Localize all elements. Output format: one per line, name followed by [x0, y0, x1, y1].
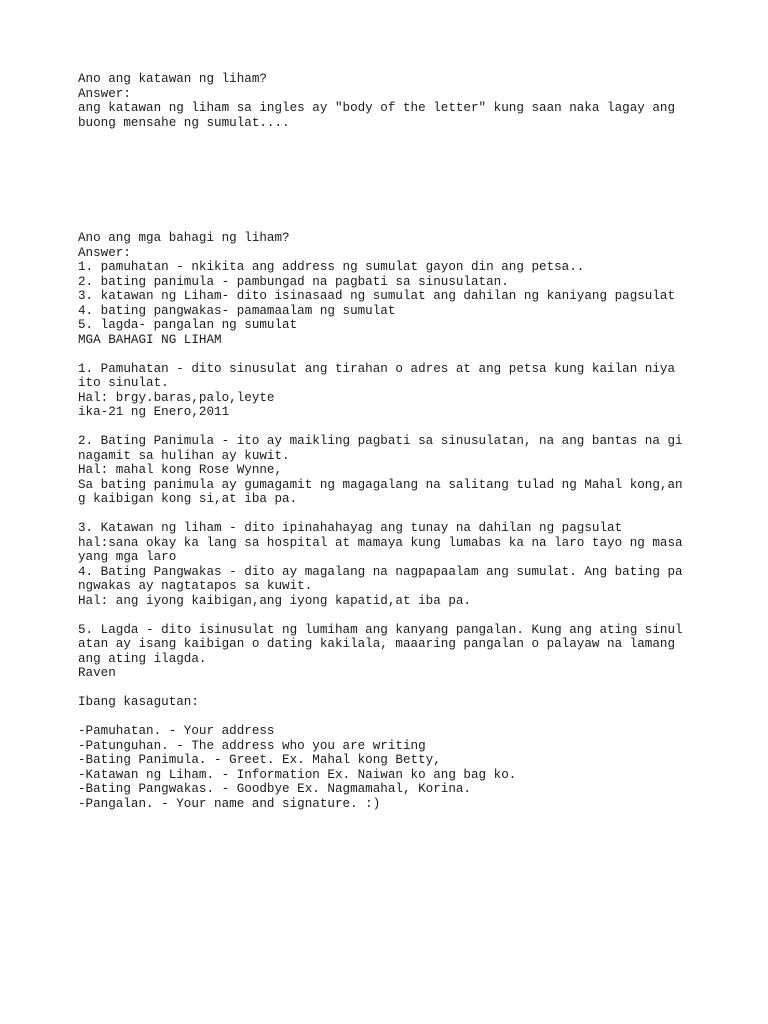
spacer [78, 710, 718, 725]
list-item: 5. lagda- pangalan ng sumulat [78, 318, 298, 332]
paragraph-pamuhatan [78, 362, 718, 420]
text-line: 3. Katawan ng liham - dito ipinahahayag ang tunay na dahilan ng pagsulat [78, 521, 623, 535]
text-line: Hal: mahal kong Rose Wynne, [78, 463, 283, 477]
question-body-of-letter [78, 72, 718, 130]
question-heading: Ano ang mga bahagi ng liham? [78, 231, 290, 245]
text-line: 2. Bating Panimula - ito ay maikling pagbati sa sinusulatan, na ang bantas na gi [78, 434, 683, 448]
text-line: yang mga laro [78, 550, 177, 564]
paragraph-katawan-pangwakas [78, 521, 718, 608]
list-item: -Bating Panimula. - Greet. Ex. Mahal kong Betty, [78, 753, 441, 767]
text-line: ang ating ilagda. [78, 651, 207, 666]
text-line: ika-21 ng Enero,2011 [78, 405, 230, 419]
text-line: hal:sana okay ka lang sa hospital at mamaya kung lumabas ka na laro tayo ng masa [78, 535, 683, 550]
paragraph-bating-panimula [78, 434, 718, 507]
text-line: nagamit sa hulihan ay kuwit. [78, 448, 290, 463]
section-heading: MGA BAHAGI NG LIHAM [78, 332, 222, 347]
author-name: Raven [78, 666, 116, 680]
list-item: -Katawan ng Liham. - Information Ex. Naiwan ko ang bag ko. [78, 767, 517, 782]
text-line: Hal: brgy.baras,palo,leyte [78, 390, 275, 405]
question-parts-of-letter [78, 231, 718, 347]
other-answers-heading-block [78, 695, 718, 710]
answer-label: Answer: [78, 86, 131, 101]
text-line: g kaibigan kong si,at iba pa. [78, 492, 298, 506]
text-line: ngwakas ay nagtatapos sa kuwit. [78, 579, 313, 593]
spacer [78, 130, 718, 231]
text-line: atan ay isang kaibigan o dating kakilala, maaaring pangalan o palayaw na lamang [78, 637, 676, 651]
spacer [78, 681, 718, 696]
text-line: ang katawan ng liham sa ingles ay "body of the letter" kung saan naka lagay ang [78, 101, 676, 115]
text-line: Sa bating panimula ay gumagamit ng magagalang na salitang tulad ng Mahal kong,an [78, 477, 683, 492]
text-line: 5. Lagda - dito isinusulat ng lumiham ang kanyang pangalan. Kung ang ating sinul [78, 622, 683, 637]
text-line: 1. Pamuhatan - dito sinusulat ang tirahan o adres at ang petsa kung kailan niya [78, 361, 676, 376]
list-item: -Bating Pangwakas. - Goodbye Ex. Nagmamahal, Korina. [78, 782, 471, 796]
spacer [78, 507, 718, 522]
list-item: 1. pamuhatan - nkikita ang address ng sumulat gayon din ang petsa.. [78, 260, 585, 274]
answer-label: Answer: [78, 245, 131, 260]
list-item: -Pangalan. - Your name and signature. :) [78, 796, 381, 811]
spacer [78, 420, 718, 435]
text-line: buong mensahe ng sumulat.... [78, 115, 290, 130]
text-line: ito sinulat. [78, 376, 169, 390]
other-answers-list [78, 724, 718, 811]
spacer [78, 347, 718, 362]
spacer [78, 608, 718, 623]
document-body [78, 72, 718, 811]
question-heading: Ano ang katawan ng liham? [78, 72, 267, 86]
paragraph-lagda [78, 623, 718, 681]
text-line: 4. Bating Pangwakas - dito ay magalang na nagpapaalam ang sumulat. Ang bating pa [78, 564, 683, 579]
text-line: Hal: ang iyong kaibigan,ang iyong kapatid,at iba pa. [78, 593, 471, 608]
list-item: -Patunguhan. - The address who you are writing [78, 738, 426, 753]
list-item: 4. bating pangwakas- pamamaalam ng sumulat [78, 303, 396, 318]
list-item: 2. bating panimula - pambungad na pagbati sa sinusulatan. [78, 274, 509, 289]
list-item: 3. katawan ng Liham- dito isinasaad ng sumulat ang dahilan ng kaniyang pagsulat [78, 289, 676, 303]
list-item: -Pamuhatan. - Your address [78, 724, 275, 738]
section-heading: Ibang kasagutan: [78, 695, 199, 709]
